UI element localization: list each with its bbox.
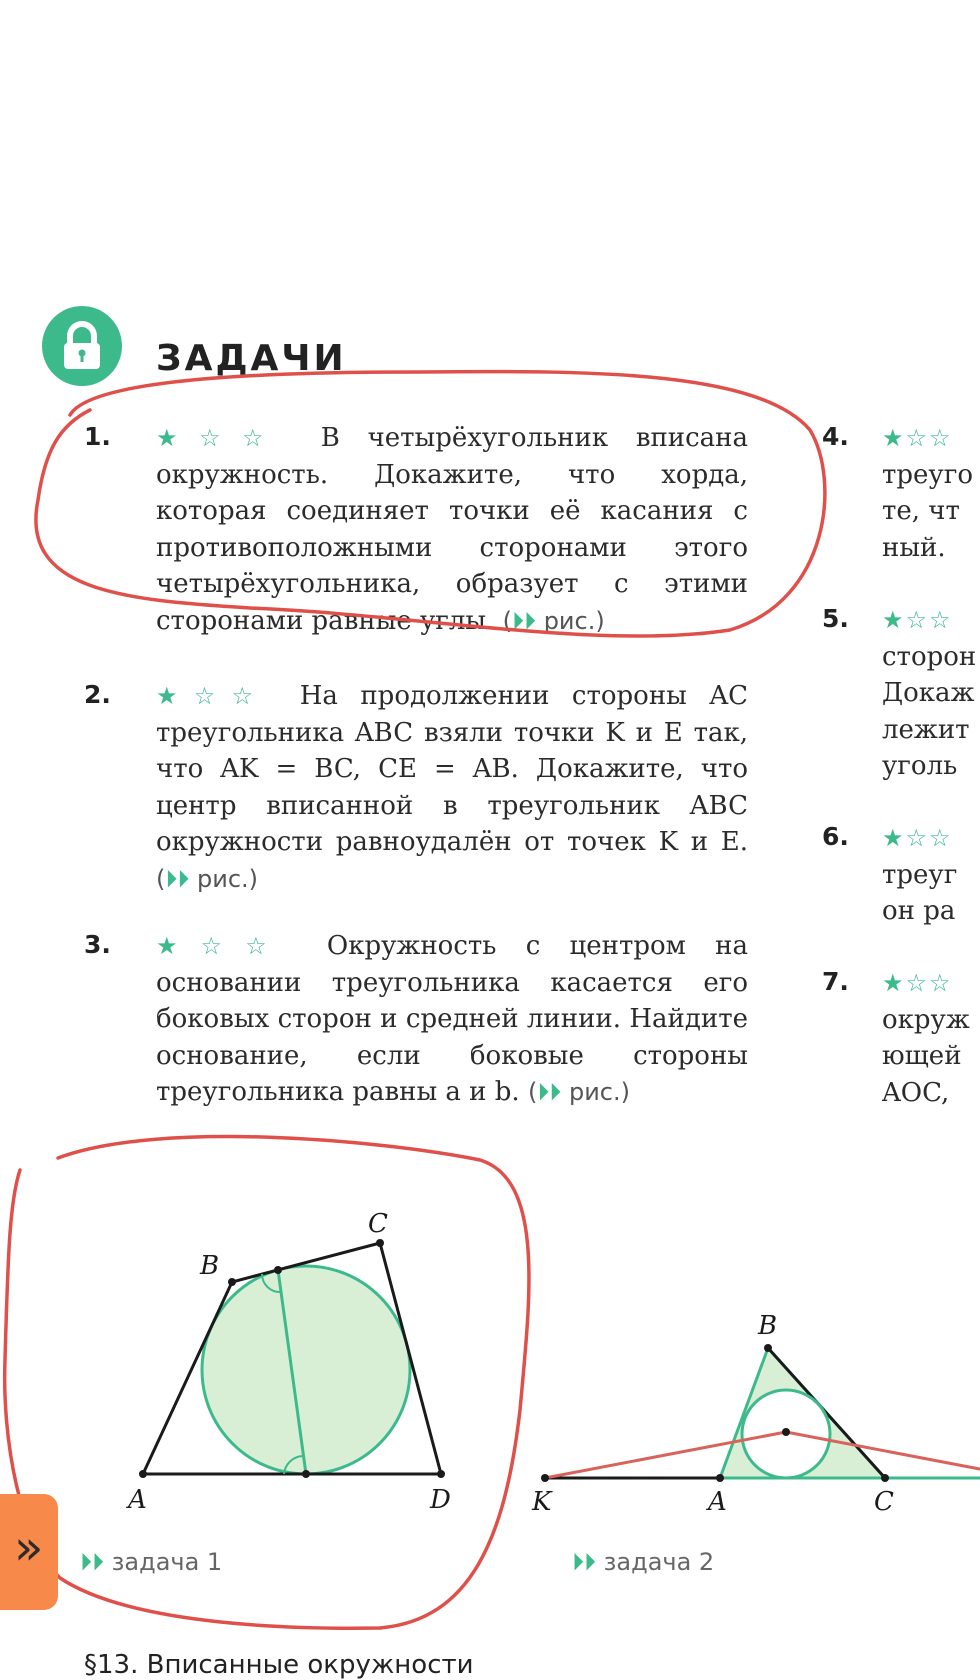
label-d: D: [430, 1485, 451, 1515]
figure-ref[interactable]: (⏵⏵ рис.): [527, 1078, 630, 1106]
text-line: ный.: [882, 532, 946, 563]
play-arrow-icon: ⏵⏵: [572, 1548, 596, 1576]
problem-number: 4.: [822, 422, 849, 451]
vertex-point: [881, 1474, 889, 1482]
figure-1: [126, 1209, 451, 1515]
text-line: лежит: [882, 714, 970, 745]
difficulty-stars: ★☆☆: [882, 824, 953, 852]
problem-number: 7.: [822, 967, 849, 996]
incenter-point: [782, 1428, 790, 1436]
text-line: сторон: [882, 641, 977, 672]
tangent-point: [274, 1266, 282, 1274]
label-k: K: [532, 1487, 552, 1517]
figure-2: [531, 1311, 980, 1517]
vertex-point: [139, 1470, 147, 1478]
play-arrow-icon: ⏵⏵: [512, 606, 537, 635]
figure-ref[interactable]: (⏵⏵ рис.): [502, 606, 605, 635]
problem-text: На продолжении стороны AC треугольника ABC взяли точки K и E так, что AK = BC, CE = AB. Докажите, что центр вписанной в треугольник ABC окружности равноудалён от точек K и E.: [156, 681, 748, 857]
vertex-point: [376, 1239, 384, 1247]
label-a: A: [708, 1487, 727, 1517]
vertex-point: [764, 1344, 772, 1352]
figure-1-caption: ⏵⏵ задача 1: [80, 1548, 223, 1576]
difficulty-stars: ★☆☆: [156, 932, 290, 960]
text-line: он ра: [882, 896, 956, 926]
side-nav-tab[interactable]: [0, 1494, 58, 1610]
problem-number: 5.: [822, 604, 849, 633]
text-line: Докаж: [882, 678, 975, 708]
difficulty-stars: ★☆☆: [156, 682, 270, 710]
page-footer: §13. Вписанные окружности: [84, 1650, 474, 1680]
double-chevron-right-icon: »: [14, 1520, 44, 1576]
vertex-point: [541, 1474, 549, 1482]
difficulty-stars: ★☆☆: [882, 424, 953, 452]
section-title: ЗАДАЧИ: [156, 338, 347, 379]
difficulty-stars: ★☆☆: [882, 969, 953, 997]
text-line: треуг: [882, 859, 958, 890]
difficulty-stars: ★☆☆: [156, 424, 285, 452]
label-c: C: [874, 1487, 894, 1517]
label-a: A: [128, 1485, 147, 1515]
vertex-point: [716, 1474, 724, 1482]
problem-number: 1.: [84, 422, 111, 451]
problem-text: Окружность с центром на основании треугольника касается его боковых сторон и средней линии. Найдите основание, если боковые стороны треугольника равны a и b.: [156, 931, 748, 1107]
tangent-point: [302, 1470, 310, 1478]
label-b: B: [200, 1251, 220, 1281]
play-arrow-icon: ⏵⏵: [165, 864, 190, 893]
label-c: C: [368, 1209, 388, 1239]
annotation-loop-problem-1: [36, 372, 825, 637]
text-line: треуго: [882, 459, 973, 490]
vertex-point: [228, 1278, 236, 1286]
text-line: те, чт: [882, 496, 960, 526]
problem-number: 2.: [84, 680, 111, 709]
problem-text: В четырёхугольник вписана окружность. Докажите, что хорда, которая соединяет точки её касания с противоположными сторонами этого четырёхугольника, образует с этими сторонами равные углы.: [156, 423, 749, 636]
text-line: уголь: [882, 751, 958, 781]
inscribed-circle: [202, 1266, 410, 1474]
figure-ref[interactable]: (⏵⏵ рис.): [156, 864, 259, 893]
text-line: окруж: [882, 1004, 970, 1035]
problem-number: 6.: [822, 822, 849, 851]
figure-2-caption: ⏵⏵ задача 2: [572, 1548, 715, 1576]
label-b: B: [758, 1311, 778, 1341]
vertex-point: [437, 1470, 445, 1478]
difficulty-stars: ★☆☆: [882, 606, 953, 634]
text-line: ющей: [882, 1041, 962, 1071]
problem-number: 3.: [84, 930, 111, 959]
play-arrow-icon: ⏵⏵: [537, 1078, 562, 1106]
text-line: AOC,: [882, 1077, 950, 1108]
play-arrow-icon: ⏵⏵: [80, 1548, 104, 1576]
